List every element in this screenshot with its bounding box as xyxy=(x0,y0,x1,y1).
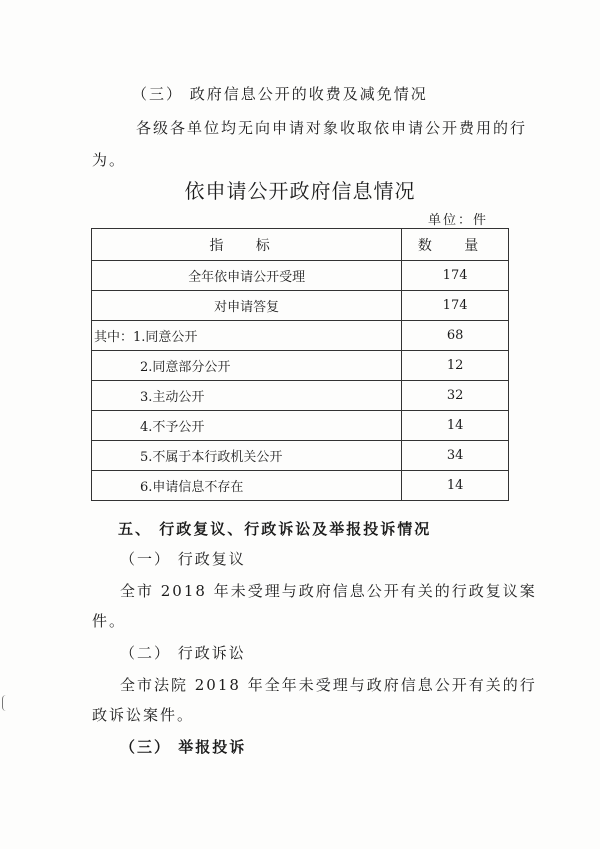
row-label: 对申请答复 xyxy=(92,291,402,321)
section5-heading: 五、 行政复议、行政诉讼及举报投诉情况 xyxy=(118,520,432,538)
section3-heading: （三） 政府信息公开的收费及减免情况 xyxy=(132,85,428,103)
row-label: 其中：1.同意公开 xyxy=(92,321,402,351)
row-value: 12 xyxy=(402,351,509,381)
table-row xyxy=(92,291,509,321)
row-label: 2.同意部分公开 xyxy=(92,351,402,381)
sub3-heading: （三） 举报投诉 xyxy=(120,738,247,756)
table-row xyxy=(92,261,509,291)
sub2-body-line1: 全市法院 2018 年全年未受理与政府信息公开有关的行 xyxy=(120,676,537,694)
row-value: 34 xyxy=(402,441,509,471)
table-header-row xyxy=(92,229,509,261)
row-label: 全年依申请公开受理 xyxy=(92,261,402,291)
section3-body-line1: 各级各单位均无向申请对象收取依申请公开费用的行 xyxy=(136,119,528,137)
table-row xyxy=(92,351,509,381)
sub1-heading: （一） 行政复议 xyxy=(120,550,246,568)
table-row xyxy=(92,471,509,501)
sub1-body-line1: 全市 2018 年未受理与政府信息公开有关的行政复议案 xyxy=(120,582,537,600)
table-row xyxy=(92,321,509,351)
header-indicator: 指 标 xyxy=(92,229,402,261)
table-row xyxy=(92,441,509,471)
sub2-body-line2: 政诉讼案件。 xyxy=(92,706,195,724)
section3-body-line2: 为。 xyxy=(92,151,127,169)
sub2-heading: （二） 行政诉讼 xyxy=(120,644,246,662)
row-label: 3.主动公开 xyxy=(92,381,402,411)
table-row xyxy=(92,411,509,441)
row-value: 174 xyxy=(402,261,509,291)
header-quantity: 数 量 xyxy=(402,229,509,261)
statistics-table xyxy=(91,228,509,501)
row-value: 14 xyxy=(402,471,509,501)
sub1-body-line2: 件。 xyxy=(92,612,127,630)
binding-mark xyxy=(2,695,6,711)
row-label: 4.不予公开 xyxy=(92,411,402,441)
table-row xyxy=(92,381,509,411)
row-label: 5.不属于本行政机关公开 xyxy=(92,441,402,471)
row-label: 6.申请信息不存在 xyxy=(92,471,402,501)
row-value: 68 xyxy=(402,321,509,351)
table-title: 依申请公开政府信息情况 xyxy=(184,179,416,203)
row-value: 32 xyxy=(402,381,509,411)
row-value: 14 xyxy=(402,411,509,441)
row-value: 174 xyxy=(402,291,509,321)
table-unit: 单位：件 xyxy=(428,213,489,228)
